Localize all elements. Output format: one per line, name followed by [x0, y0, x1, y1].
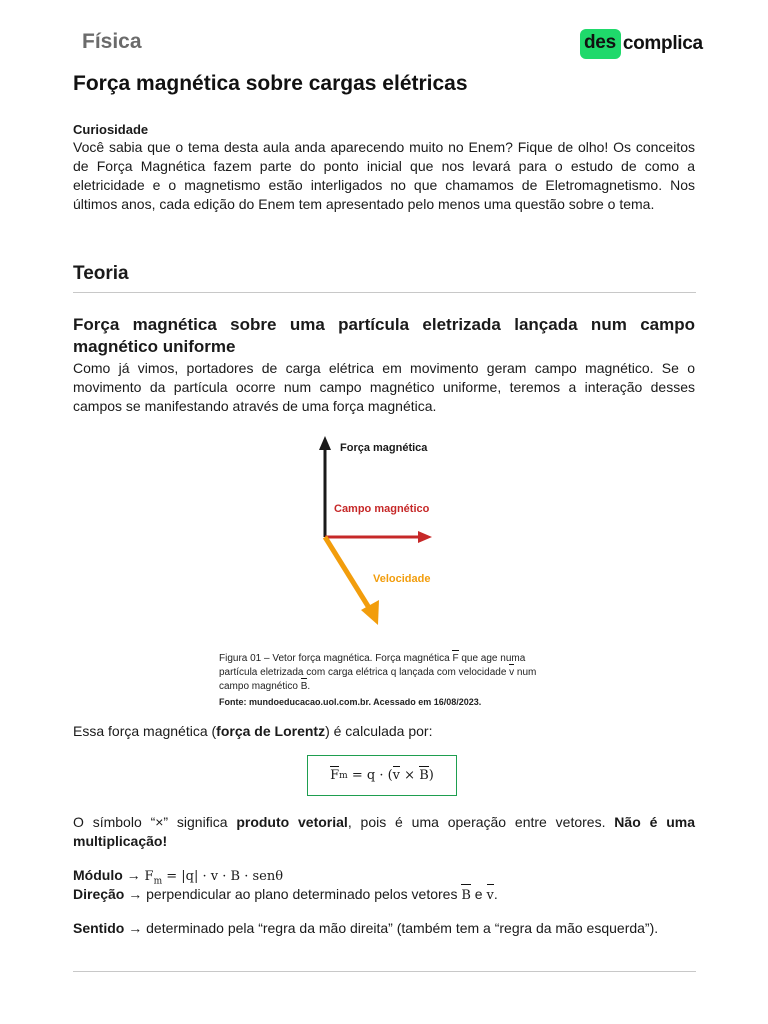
caption-text-4: .	[307, 681, 311, 692]
caption-text-3: num campo magnético	[219, 667, 537, 692]
sense-arrow: →	[124, 920, 147, 936]
lorentz-intro	[73, 722, 432, 741]
module-rhs: = |q| · v · B · senθ	[162, 869, 284, 884]
subject-title: Física	[82, 30, 142, 53]
note-bold-2: Não é uma multiplicação!	[73, 814, 695, 849]
page-title: Força magnética sobre cargas elétricas	[73, 72, 468, 95]
module-sub: m	[153, 876, 163, 887]
sense-text: determinado pela “regra da mão direita” (também tem a “regra da mão esquerda”).	[146, 920, 659, 936]
lorentz-formula-box	[307, 755, 457, 796]
figure-source: Fonte: mundoeducacao.uol.com.br. Acessado em 16/08/2023.	[219, 697, 482, 707]
caption-vector-B: B	[300, 681, 308, 692]
formula-rhs-2: )	[428, 768, 434, 783]
descomplica-logo	[580, 28, 703, 60]
direction-vector-v: v	[486, 888, 494, 903]
note-mid: , pois é uma operação entre vetores.	[347, 814, 615, 830]
formula-rhs-1: = q · (	[347, 768, 393, 783]
force-label: Força magnética	[340, 442, 428, 454]
figure-caption	[219, 652, 559, 694]
module-F: F	[144, 869, 154, 884]
force-vector-arrowhead	[319, 436, 331, 450]
formula-F: F	[330, 768, 340, 783]
note-pre: O símbolo “×” significa	[73, 814, 237, 830]
lorentz-post: ) é calculada por:	[325, 723, 433, 739]
caption-vector-F: F	[452, 653, 459, 664]
curiosity-paragraph: Você sabia que o tema desta aula anda aparecendo muito no Enem? Fique de olho! Os conceitos de Força Magnética fazem parte do ponto inicial que nos levará para o estudo de como a eletricidade e o magnetismo estão interligados no que chamamos de Eletromagnetismo. Nos últimos anos, cada edição do Enem tem apresentado pelo menos uma questão sobre o tema.	[73, 139, 695, 212]
curiosity-label: Curiosidade	[73, 122, 149, 137]
formula-sub-m: m	[339, 770, 348, 781]
field-vector-arrowhead	[418, 531, 432, 543]
lorentz-pre: Essa força magnética (	[73, 723, 217, 739]
vector-product-note	[73, 813, 695, 851]
direction-line	[73, 885, 498, 905]
formula-v: v	[392, 768, 401, 783]
formula-B: B	[419, 768, 429, 783]
direction-arrow: →	[124, 886, 147, 902]
direction-text: perpendicular ao plano determinado pelos vetores	[146, 886, 462, 902]
direction-end: .	[493, 886, 498, 902]
direction-vector-B: B	[461, 888, 471, 903]
field-label: Campo magnético	[334, 503, 430, 515]
formula-times: ×	[400, 768, 420, 783]
magnetic-force-diagram	[300, 430, 460, 635]
caption-text-1: Figura 01 – Vetor força magnética. Força magnética	[219, 653, 453, 664]
logo-text: complica	[622, 33, 703, 54]
direction-label: Direção	[73, 886, 125, 902]
velocity-label: Velocidade	[373, 573, 431, 585]
lorentz-bold: força de Lorentz	[216, 723, 326, 739]
sense-label: Sentido	[73, 920, 125, 936]
theory-subheading: Força magnética sobre uma partícula eletrizada lançada num campo magnético uniforme	[73, 315, 695, 356]
section-divider	[73, 292, 696, 293]
theory-intro: Como já vimos, portadores de carga elétrica em movimento geram campo magnético. Se o movimento da partícula ocorre num campo magnético uniforme, teremos a interação desses campos se manifestando através de uma força magnética.	[73, 360, 695, 414]
caption-text-2: que age numa partícula eletrizada com carga elétrica q lançada com velocidade	[219, 653, 526, 678]
caption-vector-v: v	[509, 667, 515, 678]
logo-badge: des	[580, 29, 621, 59]
module-formula	[144, 869, 284, 887]
footer-divider	[73, 971, 696, 972]
sense-line	[73, 919, 658, 938]
velocity-vector-line	[325, 537, 371, 611]
note-bold-1: produto vetorial	[236, 814, 348, 830]
direction-e: e	[470, 886, 487, 902]
module-arrow: →	[122, 867, 145, 883]
theory-heading: Teoria	[73, 263, 129, 284]
module-label: Módulo	[73, 867, 123, 883]
